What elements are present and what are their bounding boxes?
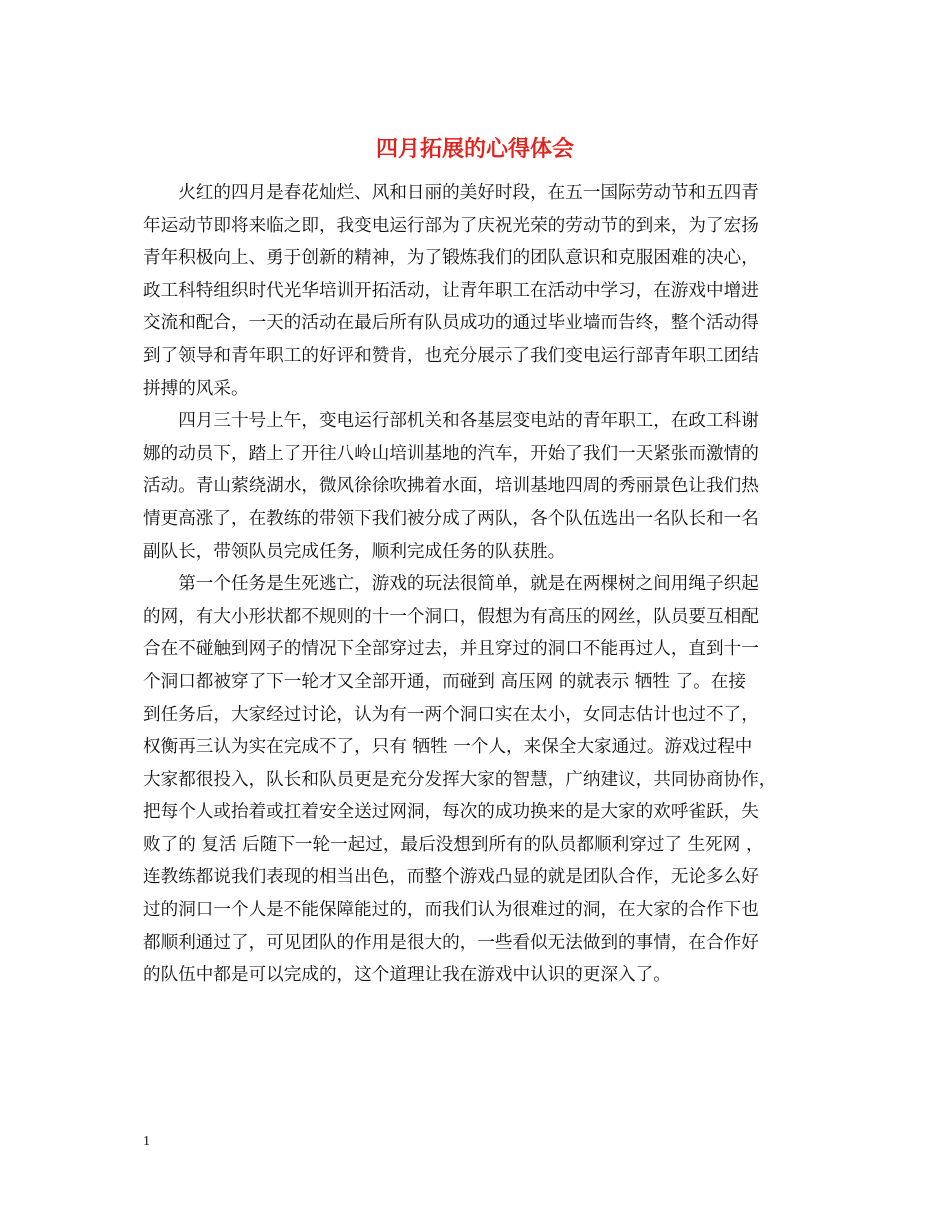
text-line: 副队长，带领队员完成任务，顺利完成任务的队获胜。 — [143, 541, 566, 562]
text-line: 青年积极向上、勇于创新的精神，为了锻炼我们的团队意识和克服困难的决心， — [143, 248, 759, 269]
text-line: 的网，有大小形状都不规则的十一个洞口，假想为有高压的网丝，队员要互相配 — [143, 606, 759, 627]
text-line: 拼搏的风采。 — [143, 378, 249, 399]
text-line: 娜的动员下，踏上了开往八岭山培训基地的汽车，开始了我们一天紧张而激情的 — [143, 443, 759, 464]
text-line: 合在不碰触到网子的情况下全部穿过去，并且穿过的洞口不能再过人，直到十一 — [143, 639, 759, 660]
document-body — [143, 177, 819, 992]
text-line: 把每个人或抬着或扛着安全送过网洞，每次的成功换来的是大家的欢呼雀跃，失 — [143, 802, 759, 823]
paragraph-2 — [143, 405, 819, 568]
text-line: 大家都很投入，队长和队员更是充分发挥大家的智慧，广纳建议，共同协商协作， — [143, 769, 777, 790]
text-line: 过的洞口一个人是不能保障能过的，而我们认为很难过的洞，在大家的合作下也 — [143, 900, 759, 921]
text-line: 第一个任务是生死逃亡，游戏的玩法很简单，就是在两棵树之间用绳子织起 — [143, 574, 759, 595]
text-line: 活动。青山萦绕湖水，微风徐徐吹拂着水面，培训基地四周的秀丽景色让我们热 — [143, 476, 759, 497]
document-title: 四月拓展的心得体会 — [375, 136, 574, 162]
paragraph-1 — [143, 177, 819, 405]
text-line: 败了的 复活 后随下一轮一起过，最后没想到所有的队员都顺利穿过了 生死网 ， — [143, 834, 764, 855]
text-line: 交流和配合，一天的活动在最后所有队员成功的通过毕业墙而告终，整个活动得 — [143, 313, 759, 334]
text-line: 连教练都说我们表现的相当出色，而整个游戏凸显的就是团队合作，无论多么好 — [143, 867, 759, 888]
text-line: 个洞口都被穿了下一轮才又全部开通，而碰到 高压网 的就表示 牺牲 了。在接 — [143, 671, 746, 692]
text-line: 权衡再三认为实在完成不了，只有 牺牲 一个人，来保全大家通过。游戏过程中 — [143, 737, 753, 758]
text-line: 四月三十号上午，变电运行部机关和各基层变电站的青年职工，在政工科谢 — [143, 411, 759, 432]
text-line: 都顺利通过了，可见团队的作用是很大的，一些看似无法做到的事情，在合作好 — [143, 932, 759, 953]
text-line: 火红的四月是春花灿烂、风和日丽的美好时段，在五一国际劳动节和五四青 — [143, 183, 759, 203]
paragraph-3 — [143, 568, 819, 992]
text-line: 到了领导和青年职工的好评和赞肯，也充分展示了我们变电运行部青年职工团结 — [143, 345, 759, 366]
text-line: 年运动节即将来临之即，我变电运行部为了庆祝光荣的劳动节的到来，为了宏扬 — [143, 215, 759, 236]
page-number: 1 — [143, 1134, 150, 1149]
text-line: 情更高涨了，在教练的带领下我们被分成了两队，各个队伍选出一名队长和一名 — [143, 508, 759, 529]
text-line: 的队伍中都是可以完成的，这个道理让我在游戏中认识的更深入了。 — [143, 965, 671, 986]
text-line: 到任务后，大家经过讨论，认为有一两个洞口实在太小，女同志估计也过不了， — [143, 704, 759, 725]
text-line: 政工科特组织时代光华培训开拓活动，让青年职工在活动中学习，在游戏中增进 — [143, 280, 759, 301]
